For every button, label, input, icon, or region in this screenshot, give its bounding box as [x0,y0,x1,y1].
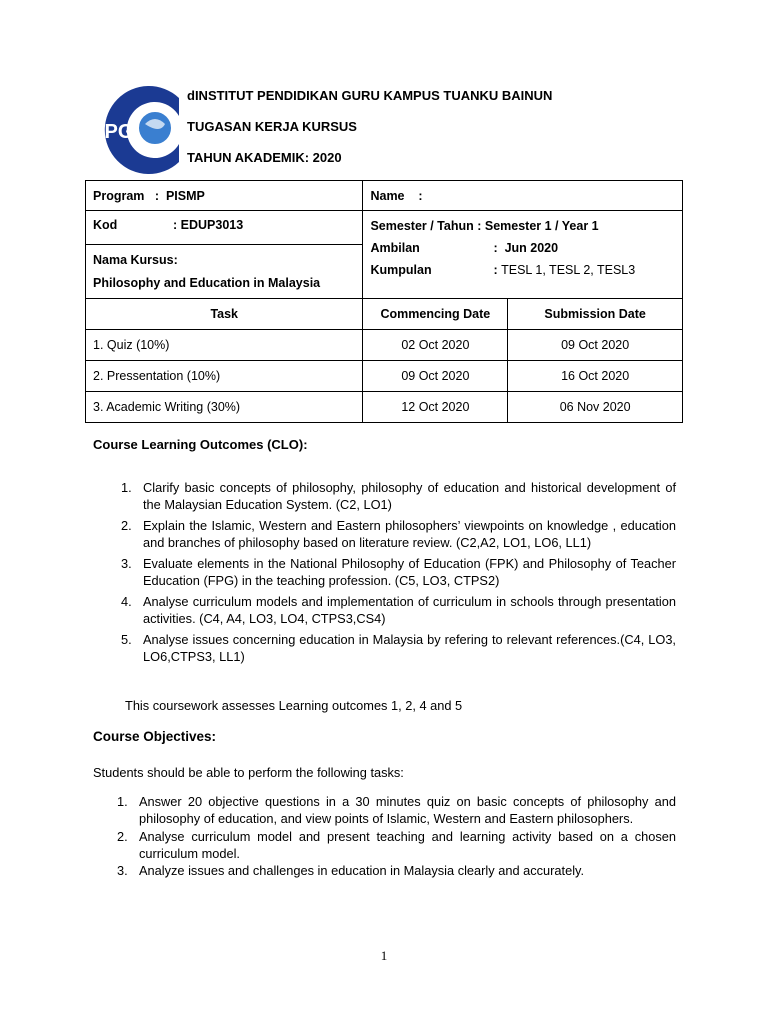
logo-text: iPG [99,121,134,143]
submission-date: 16 Oct 2020 [508,361,683,392]
academic-year: TAHUN AKADEMIK: 2020 [187,150,342,165]
submission-date-header: Submission Date [508,299,683,330]
kumpulan-value: TESL 1, TESL 2, TESL3 [501,263,636,277]
objectives-intro: Students should be able to perform the following tasks: [93,765,404,780]
document-title: TUGASAN KERJA KURSUS [187,119,357,134]
course-name-cell: Nama Kursus: Philosophy and Education in Malaysia [86,245,363,299]
list-item: 1. Clarify basic concepts of philosophy, philosophy of education and historical development of the Malaysian Education System. (C2, LO1) [121,480,676,512]
task-name: 3. Academic Writing (30%) [86,392,363,423]
task-name: 2. Pressentation (10%) [86,361,363,392]
commencing-date: 12 Oct 2020 [363,392,508,423]
ambilan-value: Jun 2020 [504,241,559,255]
program-cell: Program : PISMP [86,181,363,211]
kod-value: EDUP3013 [180,218,244,232]
submission-date: 09 Oct 2020 [508,330,683,361]
program-value: PISMP [165,188,205,203]
task-header: Task [86,299,363,330]
table-row [86,361,683,392]
course-name-value: Philosophy and Education in Malaysia [93,275,321,290]
objectives-list [93,793,676,879]
kod-cell: Kod : EDUP3013 [86,211,363,245]
submission-date: 06 Nov 2020 [508,392,683,423]
list-item: 5. Analyse issues concerning education in Malaysia by refering to relevant references.(C4, LO3, LO6,CTPS3, LL1) [121,632,676,664]
semester-value: Semester 1 / Year 1 [484,219,599,233]
commencing-date: 09 Oct 2020 [363,361,508,392]
name-cell: Name : [363,181,683,211]
list-item: 3. Analyze issues and challenges in education in Malaysia clearly and accurately. [117,863,585,879]
list-item: 1. Answer 20 objective questions in a 30 minutes quiz on basic concepts of philosophy and philosophy of education, and view points of Islamic, Western and Eastern philosophers. [117,794,676,827]
commencing-date: 02 Oct 2020 [363,330,508,361]
clo-assessment-note: This coursework assesses Learning outcomes 1, 2, 4 and 5 [125,698,463,713]
commencing-date-header: Commencing Date [363,299,508,330]
page-number: 1 [380,948,388,963]
semester-cell: Semester / Tahun : Semester 1 / Year 1 Ambilan : Jun 2020 Kumpulan : TESL 1, TESL 2, TESL3 [363,211,683,299]
list-item: 2. Explain the Islamic, Western and Eastern philosophers’ viewpoints on knowledge , education and branches of philosophy based on literature review. (C2,A2, LO1, LO6, LL1) [121,518,676,550]
course-info-table [85,180,683,423]
task-name: 1. Quiz (10%) [86,330,363,361]
clo-heading: Course Learning Outcomes (CLO): [93,437,308,452]
objectives-heading: Course Objectives: [93,729,217,744]
table-row [86,330,683,361]
institute-name: dINSTITUT PENDIDIKAN GURU KAMPUS TUANKU BAINUN [187,88,553,103]
ipg-logo [95,84,183,176]
list-item: 3. Evaluate elements in the National Philosophy of Education (FPK) and Philosophy of Teacher Education (FPG) in the teaching profession. (C5, LO3, CTPS2) [121,556,676,588]
list-item: 2. Analyse curriculum model and present teaching and learning activity based on a chosen curriculum model. [117,828,676,861]
clo-list [93,480,676,670]
table-row [86,392,683,423]
list-item: 4. Analyse curriculum models and implementation of curriculum in schools through presentation activities. (C4, A4, LO3, LO4, CTPS3,CS4) [121,594,676,626]
